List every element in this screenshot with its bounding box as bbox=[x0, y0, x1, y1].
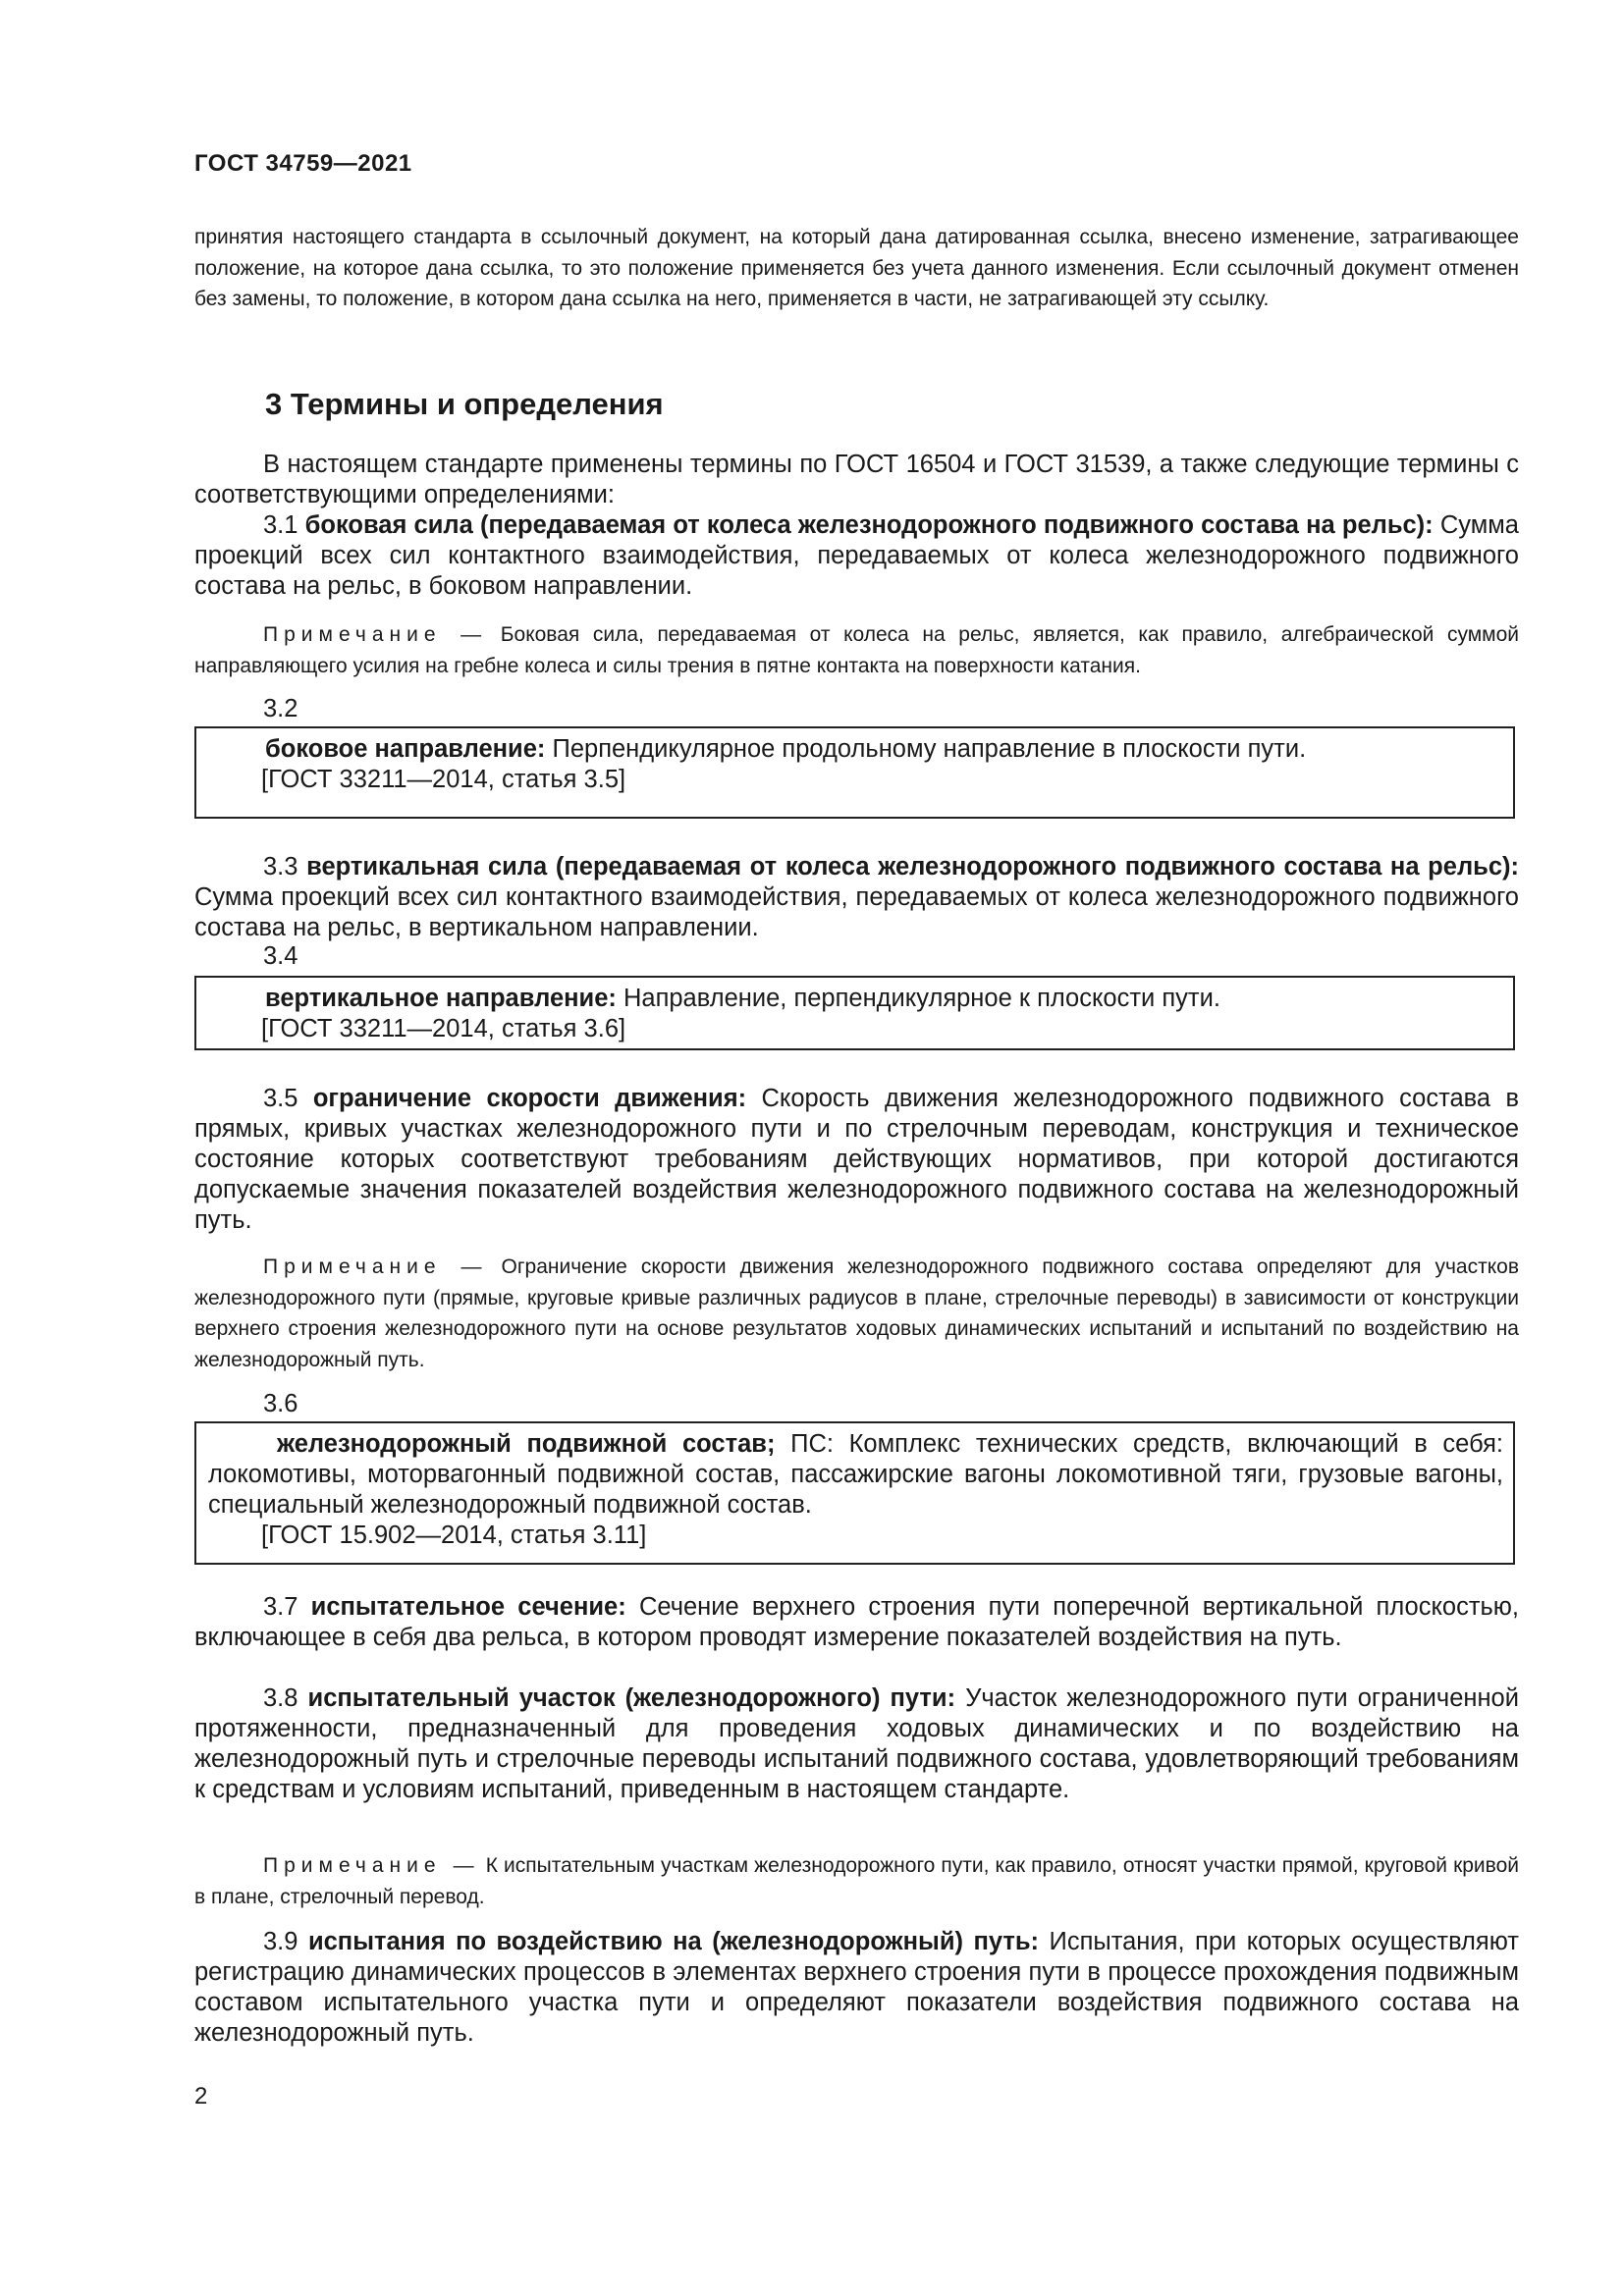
intro-paragraph: принятия настоящего стандарта в ссылочный документ, на который дана датированная ссылка, внесено изменение, затрагивающее положение, на которое дана ссылка, то это положение применяется без учета данного изменения. Если ссылочный документ отменен без замены, то положение, в котором дана ссылка на него, применяется в части, не затрагивающей эту ссылку. bbox=[194, 226, 1519, 310]
term-3-6-box bbox=[194, 1421, 1515, 1565]
term-name: железнодорожный подвижной состав; bbox=[277, 1430, 776, 1458]
term-3-9 bbox=[194, 1927, 1519, 2049]
note-label: Примечание — bbox=[263, 623, 488, 646]
note-1 bbox=[194, 619, 1519, 681]
term-3-6-ref: [ГОСТ 15.902—2014, статья 3.11] bbox=[261, 1522, 647, 1549]
note-text: Боковая сила, передаваемая от колеса на рельс, является, как правило, алгебраической суммой направляющего усилия на гребне колеса и силы трения в пятне контакта на поверхности катания. bbox=[194, 623, 1519, 677]
note-2 bbox=[194, 1252, 1519, 1375]
term-number: 3.1 bbox=[263, 511, 298, 539]
term-name: боковая сила (передаваемая от колеса железнодорожного подвижного состава на рельс): bbox=[304, 511, 1434, 539]
term-3-2 bbox=[196, 734, 1513, 765]
term-3-2-number: 3.2 bbox=[263, 695, 298, 722]
term-definition: Участок железнодорожного пути ограниченной протяженности, предназначенный для проведения ходовых динамических и по воздействию на железнодорожный путь и стрелочные переводы испытаний подвижного состава, удовлетворяющий требованиям к средствам и условиям испытаний, приведенным в настоящем стандарте. bbox=[194, 1684, 1519, 1803]
term-3-6-number: 3.6 bbox=[263, 1390, 298, 1417]
term-number: 3.7 bbox=[263, 1593, 298, 1621]
term-definition: Скорость движения железнодорожного подвижного состава в прямых, кривых участках железнодорожного пути и по стрелочным переводам, конструкция и техническое состояние которых соответствуют требованиям действующих нормативов, при которой достигаются допускаемые значения показателей воздействия железнодорожного подвижного состава на железнодорожный путь. bbox=[194, 1085, 1519, 1234]
note-label: Примечание — bbox=[263, 1255, 488, 1278]
term-definition: Сумма проекций всех сил контактного взаимодействия, передаваемых от колеса железнодорожного подвижного состава на рельс, в вертикальном направлении. bbox=[194, 883, 1519, 941]
page-number: 2 bbox=[194, 2083, 208, 2109]
term-name: вертикальная сила (передаваемая от колеса железнодорожного подвижного состава на рельс): bbox=[306, 853, 1519, 881]
term-name: испытания по воздействию на (железнодорожный) путь: bbox=[307, 1928, 1040, 1955]
section-title: 3 Термины и определения bbox=[265, 387, 664, 421]
term-3-3 bbox=[194, 852, 1519, 943]
term-3-2-ref: [ГОСТ 33211—2014, статья 3.5] bbox=[261, 766, 626, 793]
term-name: ограничение скорости движения: bbox=[312, 1085, 747, 1112]
term-definition: Перпендикулярное продольному направление в плоскости пути. bbox=[552, 735, 1307, 763]
note-text: Ограничение скорости движения железнодорожного подвижного состава определяют для участков железнодорожного пути (прямые, круговые кривые различных радиусов в плане, стрелочные переводы) в зависимости от конструкции верхнего строения железнодорожного пути на основе результатов ходовых динамических испытаний и испытаний по воздействию на железнодорожный путь. bbox=[194, 1255, 1519, 1371]
term-name: боковое направление: bbox=[265, 735, 546, 763]
term-name: испытательное сечение: bbox=[310, 1593, 626, 1621]
term-number: 3.9 bbox=[263, 1928, 298, 1955]
term-3-4 bbox=[196, 984, 1513, 1014]
note-text: К испытательным участкам железнодорожного пути, как правило, относят участки прямой, круговой кривой в плане, стрелочный перевод. bbox=[194, 1854, 1519, 1908]
term-3-4-box bbox=[194, 976, 1515, 1050]
note-label: Примечание — bbox=[263, 1854, 480, 1877]
term-3-7 bbox=[194, 1592, 1519, 1653]
term-3-5 bbox=[194, 1084, 1519, 1236]
term-name: испытательный участок (железнодорожного) пути: bbox=[307, 1684, 956, 1712]
term-3-4-ref: [ГОСТ 33211—2014, статья 3.6] bbox=[261, 1015, 626, 1042]
section-lead: В настоящем стандарте применены термины по ГОСТ 16504 и ГОСТ 31539, а также следующие термины с соответствующими определениями: bbox=[194, 451, 1519, 508]
term-3-1 bbox=[194, 510, 1519, 602]
term-3-2-box bbox=[194, 726, 1515, 819]
term-name: вертикальное направление: bbox=[265, 985, 617, 1012]
document-code-header: ГОСТ 34759—2021 bbox=[194, 150, 412, 177]
term-number: 3.3 bbox=[263, 853, 298, 881]
term-3-4-number: 3.4 bbox=[263, 942, 298, 970]
term-definition: Сечение верхнего строения пути поперечной вертикальной плоскостью, включающее в себя два рельса, в котором проводят измерение показателей воздействия на путь. bbox=[194, 1593, 1519, 1651]
term-number: 3.5 bbox=[263, 1085, 298, 1112]
term-definition: ПС: Комплекс технических средств, включающий в себя: локомотивы, моторвагонный подвижной состав, пассажирские вагоны локомотивной тяги, грузовые вагоны, специальный железнодорожный подвижной состав. bbox=[208, 1430, 1504, 1519]
term-definition: Испытания, при которых осуществляют регистрацию динамических процессов в элементах верхнего строения пути в процессе прохождения подвижным составом испытательного участка пути и определяют показатели воздействия подвижного состава на железнодорожный путь. bbox=[194, 1928, 1519, 2047]
term-number: 3.8 bbox=[263, 1684, 298, 1712]
note-3 bbox=[194, 1850, 1519, 1912]
term-definition: Сумма проекций всех сил контактного взаимодействия, передаваемых от колеса железнодорожного подвижного состава на рельс, в боковом направлении. bbox=[194, 511, 1519, 600]
term-3-6 bbox=[196, 1429, 1513, 1521]
term-3-8 bbox=[194, 1683, 1519, 1805]
term-definition: Направление, перпендикулярное к плоскости пути. bbox=[623, 985, 1220, 1012]
